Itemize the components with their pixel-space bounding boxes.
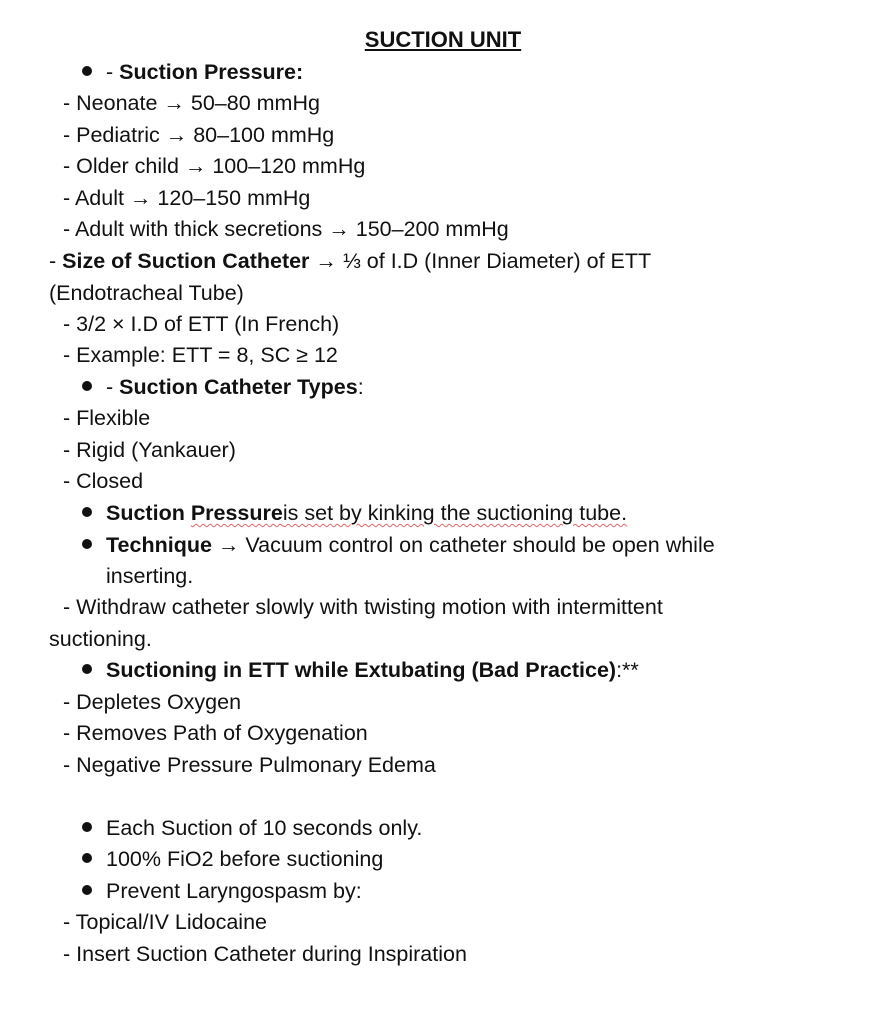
tip-item: [82, 876, 362, 907]
catheter-size-continuation: (Endotracheal Tube): [49, 281, 244, 305]
page-title: SUCTION UNIT: [364, 27, 522, 52]
heading-prefix: -: [106, 60, 120, 84]
tip-item: [82, 813, 422, 844]
list-item: - Topical/IV Lidocaine: [63, 910, 267, 934]
list-item: - Example: ETT = 8, SC ≥ 12: [63, 343, 338, 367]
heading-suction-pressure: [82, 57, 303, 88]
tip-text: Prevent Laryngospasm by:: [106, 879, 362, 903]
list-item: - Rigid (Yankauer): [63, 438, 236, 462]
catheter-size-line: [49, 246, 651, 277]
list-item: - Negative Pressure Pulmonary Edema: [63, 753, 436, 777]
list-item: - Older child → 100–120 mmHg: [63, 154, 366, 178]
heading-catheter-types: [82, 372, 364, 403]
pressure-note-label-misspelled: Pressure: [190, 501, 283, 525]
technique-label: Technique: [106, 533, 212, 557]
list-item: - Removes Path of Oxygenation: [63, 721, 368, 745]
prefix: -: [49, 249, 63, 273]
heading-prefix: -: [106, 375, 120, 399]
bullet-icon: [82, 822, 92, 832]
technique-text: → Vacuum control on catheter should be open while: [211, 533, 715, 557]
technique-line: [82, 530, 715, 561]
bullet-icon: [82, 664, 92, 674]
withdraw-continuation: suctioning.: [49, 627, 152, 651]
pressure-note-text: is set by kinking the suctioning tube.: [282, 501, 628, 525]
heading-suffix: :: [357, 375, 364, 399]
list-item: - Adult → 120–150 mmHg: [63, 186, 311, 210]
list-item: - Flexible: [63, 406, 151, 430]
bullet-icon: [82, 507, 92, 517]
bullet-icon: [82, 381, 92, 391]
catheter-size-text: → ⅓ of I.D (Inner Diameter) of ETT: [309, 249, 652, 273]
extubating-suffix: :**: [616, 658, 639, 682]
bullet-icon: [82, 66, 92, 76]
extubating-label: Suctioning in ETT while Extubating (Bad Practice): [106, 658, 617, 682]
heading-text: Suction Pressure:: [119, 60, 304, 84]
list-item: - Adult with thick secretions → 150–200 mmHg: [63, 217, 509, 241]
withdraw-line: - Withdraw catheter slowly with twisting motion with intermittent: [63, 595, 663, 619]
list-item: - Depletes Oxygen: [63, 690, 242, 714]
heading-text: Suction Catheter Types: [119, 375, 358, 399]
extubating-heading: [82, 655, 639, 686]
tip-text: Each Suction of 10 seconds only.: [106, 816, 423, 840]
list-item: - 3/2 × I.D of ETT (In French): [63, 312, 340, 336]
list-item: - Neonate → 50–80 mmHg: [63, 91, 320, 115]
list-item: - Insert Suction Catheter during Inspiration: [63, 942, 467, 966]
technique-continuation: inserting.: [106, 564, 194, 588]
pressure-note: [82, 498, 627, 529]
catheter-size-label: Size of Suction Catheter: [62, 249, 310, 273]
bullet-icon: [82, 539, 92, 549]
bullet-icon: [82, 885, 92, 895]
list-item: - Pediatric → 80–100 mmHg: [63, 123, 335, 147]
bullet-icon: [82, 853, 92, 863]
list-item: - Closed: [63, 469, 144, 493]
tip-item: [82, 844, 383, 875]
pressure-note-label: Suction: [106, 501, 191, 525]
tip-text: 100% FiO2 before suctioning: [106, 847, 384, 871]
